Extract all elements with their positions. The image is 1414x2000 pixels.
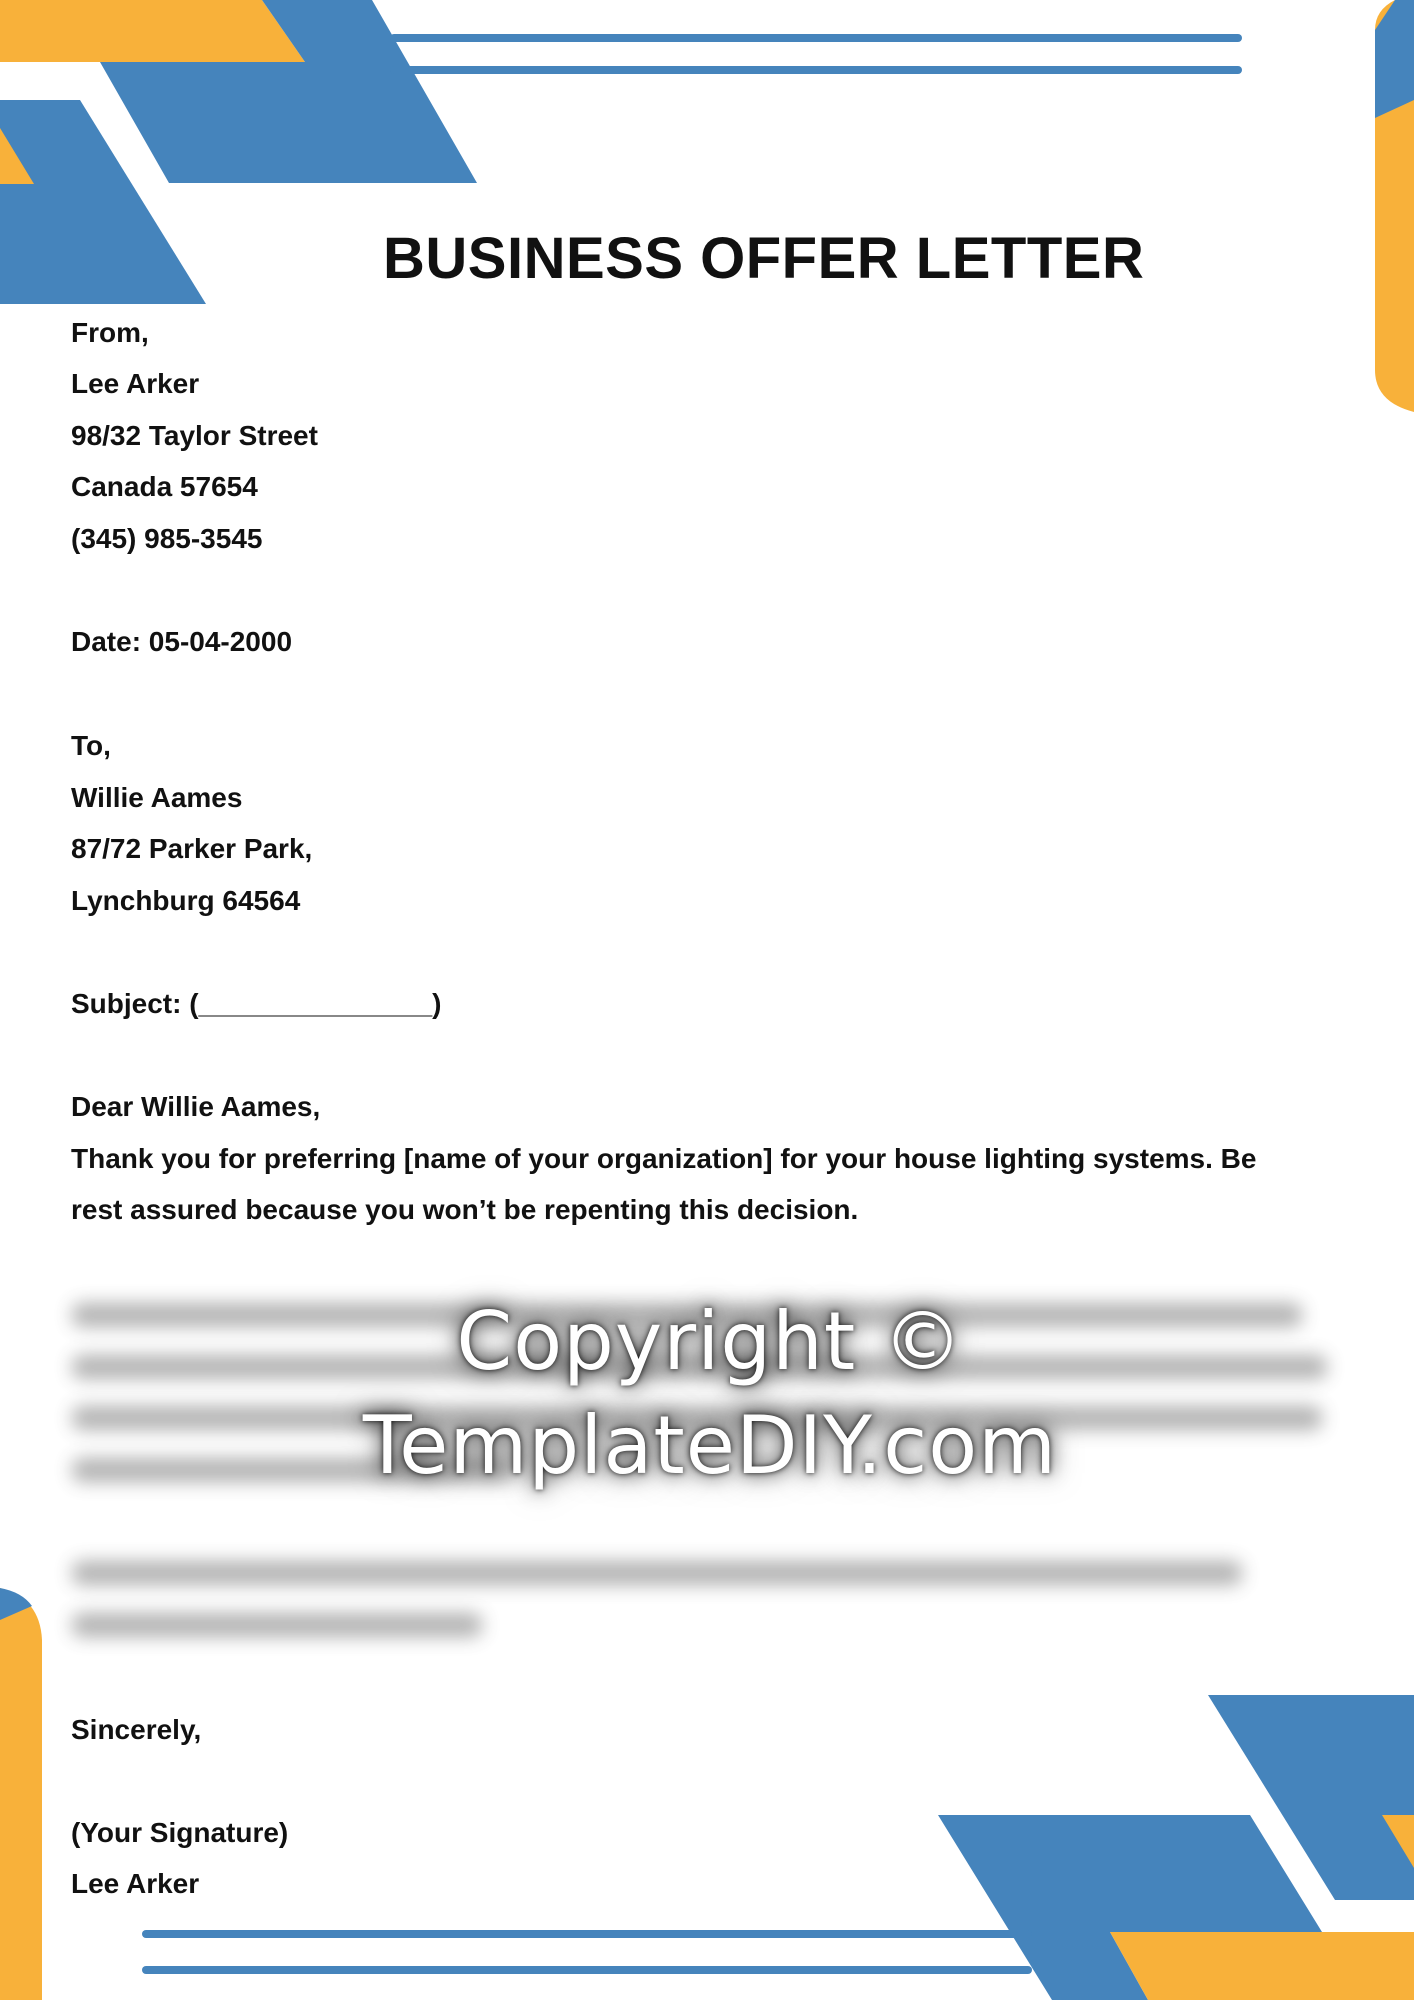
bottom-left-tab <box>0 1588 42 2000</box>
subject-line: Subject: (_______________) <box>71 988 442 1019</box>
salutation: Dear Willie Aames, <box>71 1091 321 1122</box>
watermark-line-1: Copyright © <box>456 1295 964 1388</box>
signer-name: Lee Arker <box>71 1868 200 1899</box>
copyright-watermark <box>330 1290 1090 1498</box>
bottom-stripe-2 <box>142 1966 1032 1974</box>
top-stripe-2 <box>390 66 1242 74</box>
closing: Sincerely, <box>71 1714 202 1745</box>
sender-name: Lee Arker <box>71 368 200 399</box>
watermark-line-2: TemplateDIY.com <box>362 1399 1058 1492</box>
to-label: To, <box>71 730 111 761</box>
recipient-city: Lynchburg 64564 <box>71 885 301 916</box>
letter-title: BUSINESS OFFER LETTER <box>383 226 1145 291</box>
sender-city: Canada 57654 <box>71 471 258 502</box>
intro-line-2: rest assured because you won’t be repenting this decision. <box>71 1194 859 1225</box>
sender-street: 98/32 Taylor Street <box>71 420 318 451</box>
from-label: From, <box>71 317 149 348</box>
bottom-stripe-1 <box>142 1930 1032 1938</box>
bottom-right-orange-band <box>1110 1932 1414 2000</box>
recipient-name: Willie Aames <box>71 782 243 813</box>
letter-date: Date: 05-04-2000 <box>71 626 293 657</box>
intro-line-1: Thank you for preferring [name of your organization] for your house lighting systems. Be <box>71 1143 1257 1174</box>
top-left-orange-band <box>0 0 305 62</box>
recipient-street: 87/72 Parker Park, <box>71 833 313 864</box>
top-stripe-1 <box>390 34 1242 42</box>
signature-placeholder: (Your Signature) <box>71 1817 289 1848</box>
sender-phone: (345) 985-3545 <box>71 523 263 554</box>
